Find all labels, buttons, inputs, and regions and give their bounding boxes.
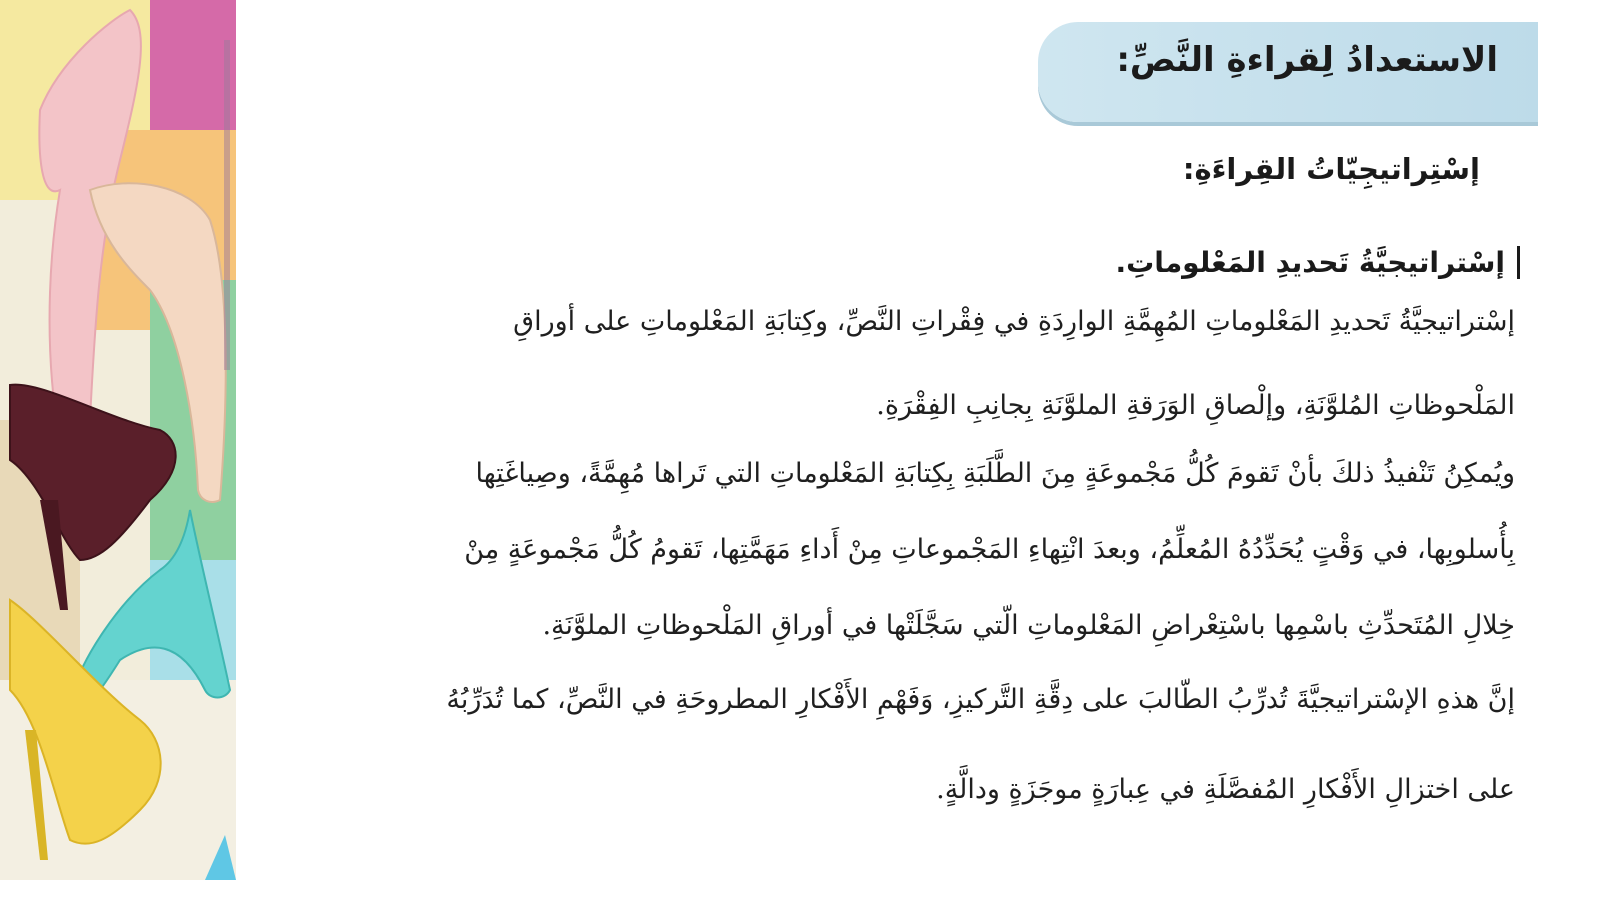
textbook-page: [250, 0, 1550, 900]
paragraph-line: إنَّ هذهِ الإسْتراتيجيَّةَ تُدرِّبُ الطّالبَ على دِقَّةِ التَّركيزِ، وَفَهْمِ الأَفْكارِ المطروحَةِ في النَّصِّ، كما تُدَرِّبُهُ: [446, 684, 1515, 715]
strategy-heading: إسْتراتيجيَّةُ تَحديدِ المَعْلوماتِ.: [1116, 246, 1520, 279]
page-title: الاستعدادُ لِقراءةِ النَّصِّ:: [1116, 40, 1498, 80]
paragraph-line: خِلالِ المُتَحدِّثِ باسْمِها باسْتِعْراضِ المَعْلوماتِ الّتي سَجَّلَتْها في أوراقِ المَلْحوظاتِ الملوَّنَةِ.: [542, 610, 1515, 641]
paragraph-line: بِأُسلوبِها، في وَقْتٍ يُحَدِّدُهُ المُعلِّمُ، وبعدَ انْتِهاءِ المَجْموعاتِ مِنْ أَداءِ مَهَمَّتِها، تَقومُ كُلُّ مَجْموعَةٍ مِنْ: [464, 534, 1515, 565]
shoes-photo: [0, 0, 236, 880]
paragraph-line: على اختزالِ الأَفْكارِ المُفصَّلَةِ في عِبارَةٍ موجَزَةٍ ودالَّةٍ.: [936, 774, 1515, 805]
paragraph-line: إسْتراتيجيَّةُ تَحديدِ المَعْلوماتِ المُهِمَّةِ الوارِدَةِ في فِقْراتِ النَّصِّ، وكِتابَةِ المَعْلوماتِ على أوراقِ: [513, 306, 1515, 337]
paragraph-line: المَلْحوظاتِ المُلوَّنَةِ، وإلْصاقِ الوَرَقةِ الملوَّنَةِ بِجانِبِ الفِقْرَةِ.: [876, 390, 1515, 421]
paragraph-line: ويُمكِنُ تَنْفيذُ ذلكَ بأنْ تَقومَ كُلُّ مَجْموعَةٍ مِنَ الطَّلَبَةِ بِكِتابَةِ المَعْلوماتِ التي تَراها مُهِمَّةً، وصِياغَتِها: [475, 458, 1515, 489]
section-heading: إسْتِراتيجِيّاتُ القِراءَةِ:: [1182, 152, 1480, 186]
